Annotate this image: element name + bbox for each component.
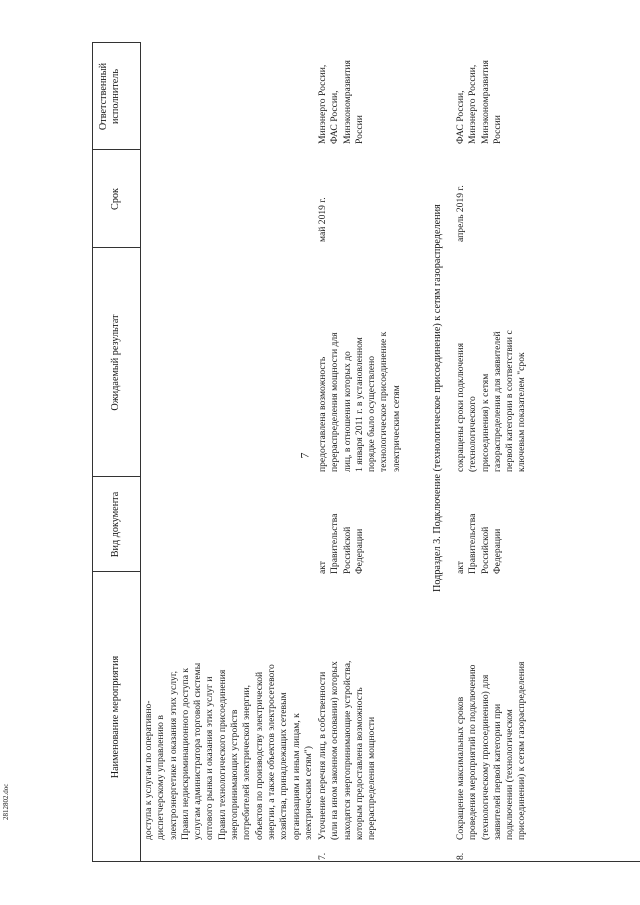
table-top-border [92,42,93,862]
measures-table [80,42,640,862]
row-result: сокращены сроки подключения (технологического присоединения) к сетям газораспределения для заявителей первой категории в соответствии с ключевым показателем "срок [455,330,528,472]
row-responsible: ФАС России, Минэнерго России, Минэкономразвития России [455,60,503,144]
table-header-bottom [140,42,141,862]
row-responsible: Минэнерго России, ФАС России, Минэкономразвития России [317,60,365,144]
row-doc-type: акт Правительства Российской Федерации [317,513,365,574]
continuation-name: доступа к услугам по оперативно- диспетчерскому управлению в электроэнергетике и оказания этих услуг, Правил недискриминационного доступа к услугам администратора торговой системы оптового рынка и оказания этих услуг и Правил технологического присоединения энергопринимающих устройств потребителей электрической энергии, объектов по производству электрической энергии, а также объектов электросетевого хозяйства, принадлежащих сетевым организациям и иным лицам, к электрическим сетям") [143,662,314,840]
column-divider [92,861,640,862]
row-name: Сокращение максимальных сроков проведения мероприятий по подключению (технологическому присоединению) для заявителей первой категории при подключении (технологическом присоединении) к сетям газораспределения [455,661,528,840]
row-number: 8. [455,852,466,860]
row-name: Уточнение перечня лиц, в собственности (или на ином законном основании) которых находятся энергопринимающие устройства, которым предоставлена возможность перераспределения мощности [317,660,378,840]
page-number: 7 [297,452,312,459]
row-result: предоставлена возможность перераспределения мощности для лиц, в отношении которых до 1 января 2011 г. в установленном порядке было осуществлено технологическое присоединение к электрическим сетям [317,331,402,472]
row-doc-type: акт Правительства Российской Федерации [455,513,503,574]
row-number: 7. [317,852,328,860]
document-code: 2812802.doc [2,783,10,820]
header-doc-type: Вид документа [110,491,121,558]
header-deadline: Срок [110,188,121,210]
header-result: Ожидаемый результат [110,314,121,411]
row-deadline: май 2019 г. [317,197,328,242]
section-title: Подраздел 3. Подключение (технологическое присоединение) к сетям газораспределения [432,204,443,592]
row-deadline: апрель 2019 г. [455,185,466,242]
header-responsible: Ответственный исполнитель [98,62,122,131]
header-name: Наименование мероприятия [110,655,121,779]
